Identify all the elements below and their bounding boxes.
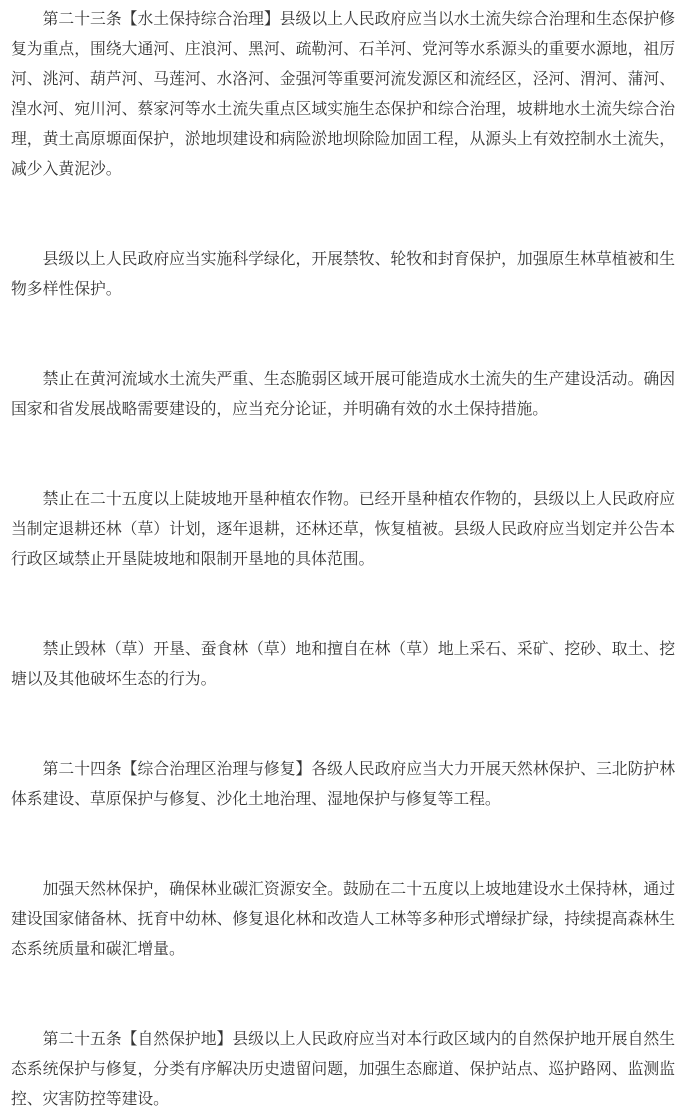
paragraph-forest-destruction: 禁止毁林（草）开垦、蚕食林（草）地和擅自在林（草）地上采石、采矿、挖砂、取土、挖塘以及其他破坏生态的行为。 (11, 639, 675, 688)
paragraph-article-23: 第二十三条【水土保持综合治理】县级以上人民政府应当以水土流失综合治理和生态保护修复为重点，围绕大通河、庄浪河、黑河、疏勒河、石羊河、党河等水系源头的重要水源地，祖厉河、洮河、葫芦河、马莲河、水洛河、金强河等重要河流发源区和流经区，泾河、渭河、蒲河、湟水河、宛川河、蔡家河等水土流失重点区域实施生态保护和综合治理，坡耕地水土流失综合治理，黄土高原塬面保护，淤地坝建设和病险淤地坝除险加固工程，从源头上有效控制水土流失，减少入黄泥沙。 (11, 9, 675, 178)
paragraph-steep-slope: 禁止在二十五度以上陡坡地开垦种植农作物。已经开垦种植农作物的，县级以上人民政府应当制定退耕还林（草）计划，逐年退耕，还林还草，恢复植被。县级人民政府应当划定并公告本行政区域禁止开垦陡坡地和限制开垦地的具体范围。 (11, 489, 675, 568)
paragraph-natural-forest: 加强天然林保护，确保林业碳汇资源安全。鼓励在二十五度以上坡地建设水土保持林，通过建设国家储备林、抚育中幼林、修复退化林和改造人工林等多种形式增绿扩绿，持续提高森林生态系统质量和碳汇增量。 (11, 879, 675, 958)
paragraph-afforestation: 县级以上人民政府应当实施科学绿化，开展禁牧、轮牧和封育保护，加强原生林草植被和生物多样性保护。 (11, 249, 675, 298)
paragraph-article-25: 第二十五条【自然保护地】县级以上人民政府应当对本行政区域内的自然保护地开展自然生态系统保护与修复，分类有序解决历史遗留问题，加强生态廊道、保护站点、巡护路网、监测监控、灾害防控等建设。 (11, 1029, 675, 1108)
paragraph-erosion-prohibition: 禁止在黄河流域水土流失严重、生态脆弱区域开展可能造成水土流失的生产建设活动。确因国家和省发展战略需要建设的，应当充分论证，并明确有效的水土保持措施。 (11, 369, 675, 418)
document-body (11, 4, 675, 1114)
paragraph-article-24: 第二十四条【综合治理区治理与修复】各级人民政府应当大力开展天然林保护、三北防护林体系建设、草原保护与修复、沙化土地治理、湿地保护与修复等工程。 (11, 759, 675, 808)
